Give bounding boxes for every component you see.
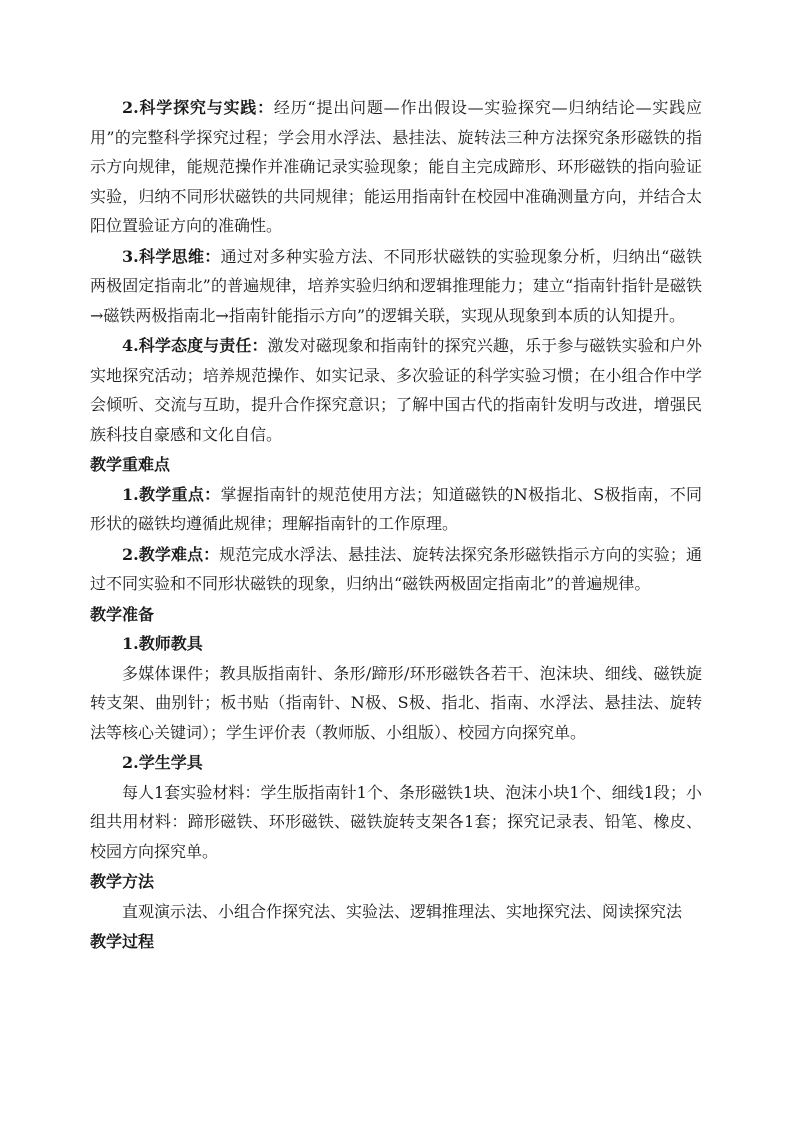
objective-lead: 4.科学态度与责任： — [122, 336, 268, 355]
section-heading-preparation: 教学准备 — [90, 604, 155, 624]
key-point-text: 掌握指南针的规范使用方法；知道磁铁的N极指北、S极指南，不同形状的磁铁均遵循此规律；理解指南针的工作原理。 — [90, 484, 702, 533]
teacher-tools-text: 多媒体课件；教具版指南针、条形/蹄形/环形磁铁各若干、泡沫块、细线、磁铁旋转支架、曲别针；板书贴（指南针、N极、S极、指北、指南、水浮法、悬挂法、旋转法等核心关键词）；学生评价表（教师版、小组版）、校园方向探究单。 — [90, 663, 702, 742]
objective-paragraph — [90, 242, 702, 331]
student-tools-text: 每人1套实验材料：学生版指南针1个、条形磁铁1块、泡沫小块1个、细线1段；小组共用材料：蹄形磁铁、环形磁铁、磁铁旋转支架各1套；探究记录表、铅笔、橡皮、校园方向探究单。 — [90, 782, 702, 861]
teacher-tools-title: 1.教师教具 — [122, 634, 203, 653]
objective-paragraph — [90, 331, 702, 449]
section-heading-key-points: 教学重难点 — [90, 455, 171, 474]
document-page — [90, 93, 702, 957]
section-heading-methods: 教学方法 — [90, 872, 155, 891]
key-point-text: 规范完成水浮法、悬挂法、旋转法探究条形磁铁指示方向的实验；通过不同实验和不同形状磁铁的现象，归纳出“磁铁两极固定指南北”的普遍规律。 — [90, 544, 702, 593]
student-tools-title: 2.学生学具 — [122, 753, 203, 772]
key-point-paragraph — [90, 540, 702, 599]
objective-text: 激发对磁现象和指南针的探究兴趣，乐于参与磁铁实验和户外实地探究活动；培养规范操作、如实记录、多次验证的科学实验习惯；在小组合作中学会倾听、交流与互助，提升合作探究意识；了解中国古代的指南针发明与改进，增强民族科技自豪感和文化自信。 — [90, 336, 702, 444]
key-point-lead: 1.教学重点： — [122, 484, 221, 504]
methods-text: 直观演示法、小组合作探究法、实验法、逻辑推理法、实地探究法、阅读探究法 — [122, 901, 683, 921]
objective-text: 通过对多种实验方法、不同形状磁铁的实验现象分析，归纳出“磁铁两极固定指南北”的普遍规律，培养实验归纳和逻辑推理能力；建立“指南针指针是磁铁→磁铁两极指南北→指南针能指示方向”的逻辑关联，实现从现象到本质的认知提升。 — [90, 246, 702, 325]
objective-lead: 3.科学思维： — [122, 246, 221, 266]
objective-text: 经历“提出问题—作出假设—实验探究—归纳结论—实践应用”的完整科学探究过程；学会用水浮法、悬挂法、旋转法三种方法探究条形磁铁的指示方向规律，能规范操作并准确记录实验现象；能自主完成蹄形、环形磁铁的指向验证实验，归纳不同形状磁铁的共同规律；能运用指南针在校园中准确测量方向，并结合太阳位置验证方向的准确性。 — [90, 98, 702, 235]
key-point-lead: 2.教学难点： — [122, 544, 220, 564]
section-heading-process: 教学过程 — [90, 932, 155, 951]
objective-paragraph — [90, 93, 702, 241]
objective-lead: 2.科学探究与实践： — [122, 98, 274, 117]
key-point-paragraph — [90, 480, 702, 539]
